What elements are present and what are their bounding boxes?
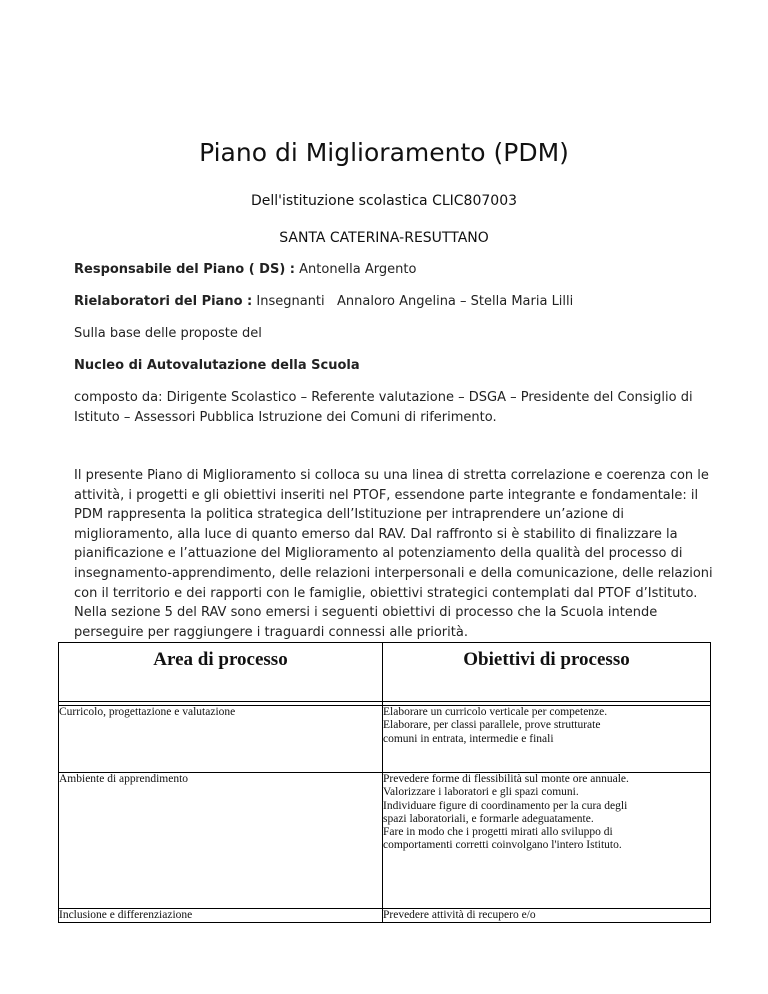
reworkers-label: Rielaboratori del Piano : <box>74 294 253 309</box>
objective-item: Elaborare, per classi parallele, prove strutturate comuni in entrata, intermedie e finali <box>383 719 601 745</box>
area-cell: Inclusione e differenziazione <box>59 909 383 923</box>
composition-paragraph: composto da: Dirigente Scolastico – Referente valutazione – DSGA – Presidente del Consiglio di Istituto – Assessori Pubblica Istruzione dei Comuni di riferimento. <box>74 390 693 425</box>
process-objectives-table <box>58 642 711 923</box>
objective-item: Individuare figure di coordinamento per la cura degli spazi laboratoriali, e formarle adeguatamente. <box>383 799 628 825</box>
header-objectives: Obiettivi di processo <box>383 643 711 702</box>
table-header-row <box>59 643 711 702</box>
objective-item: Prevedere forme di flessibilità sul monte ore annuale. <box>383 773 629 785</box>
objective-item: Fare in modo che i progetti mirati allo sviluppo di comportamenti corretti coinvolgano l'intero Istituto. <box>383 826 622 852</box>
table-row <box>59 773 711 909</box>
reworkers-value: Insegnanti Annaloro Angelina – Stella Maria Lilli <box>256 294 574 309</box>
reworkers-line <box>74 294 573 309</box>
objective-item: Valorizzare i laboratori e gli spazi comuni. <box>383 786 579 799</box>
objectives-cell <box>383 706 711 773</box>
objective-item: Elaborare un curricolo verticale per competenze. <box>383 706 608 718</box>
institution-line: Dell'istituzione scolastica CLIC807003 <box>250 193 518 209</box>
responsible-line <box>74 262 416 277</box>
objectives-cell <box>383 909 711 923</box>
nucleus-heading-text: Nucleo di Autovalutazione della Scuola <box>74 358 360 373</box>
school-name: SANTA CATERINA-RESUTTANO <box>279 230 489 246</box>
header-area: Area di processo <box>59 643 383 702</box>
nucleus-heading <box>74 358 360 373</box>
table-row <box>59 706 711 773</box>
area-cell: Ambiente di apprendimento <box>59 773 383 909</box>
based-on-text: Sulla base delle proposte del <box>74 326 262 341</box>
objective-item: Prevedere attività di recupero e/o <box>383 909 536 921</box>
responsible-value: Antonella Argento <box>299 262 417 277</box>
responsible-label: Responsabile del Piano ( DS) : <box>74 262 295 277</box>
document-title: Piano di Miglioramento (PDM) <box>199 138 569 167</box>
table-row <box>59 909 711 923</box>
area-cell: Curricolo, progettazione e valutazione <box>59 706 383 773</box>
intro-paragraph: Il presente Piano di Miglioramento si colloca su una linea di stretta correlazione e coerenza con le attività, i progetti e gli obiettivi inseriti nel PTOF, essendone parte integrante e fondamentale: il PDM rappresenta la politica strategica dell’Istituzione per intraprendere un’azione di miglioramento, alla luce di quanto emerso dal RAV. Dal raffronto si è stabilito di finalizzare la pianificazione e l’attuazione del Miglioramento al potenziamento della qualità del processo di insegnamento-apprendimento, delle relazioni interpersonali e della comunicazione, delle relazioni con il territorio e dei rapporti con le famiglie, obiettivi strategici contemplati dal PTOF d’Istituto. Nella sezione 5 del RAV sono emersi i seguenti obiettivi di processo che la Scuola intende perseguire per raggiungere i traguardi connessi alle priorità. <box>74 468 713 640</box>
objectives-cell <box>383 773 711 909</box>
